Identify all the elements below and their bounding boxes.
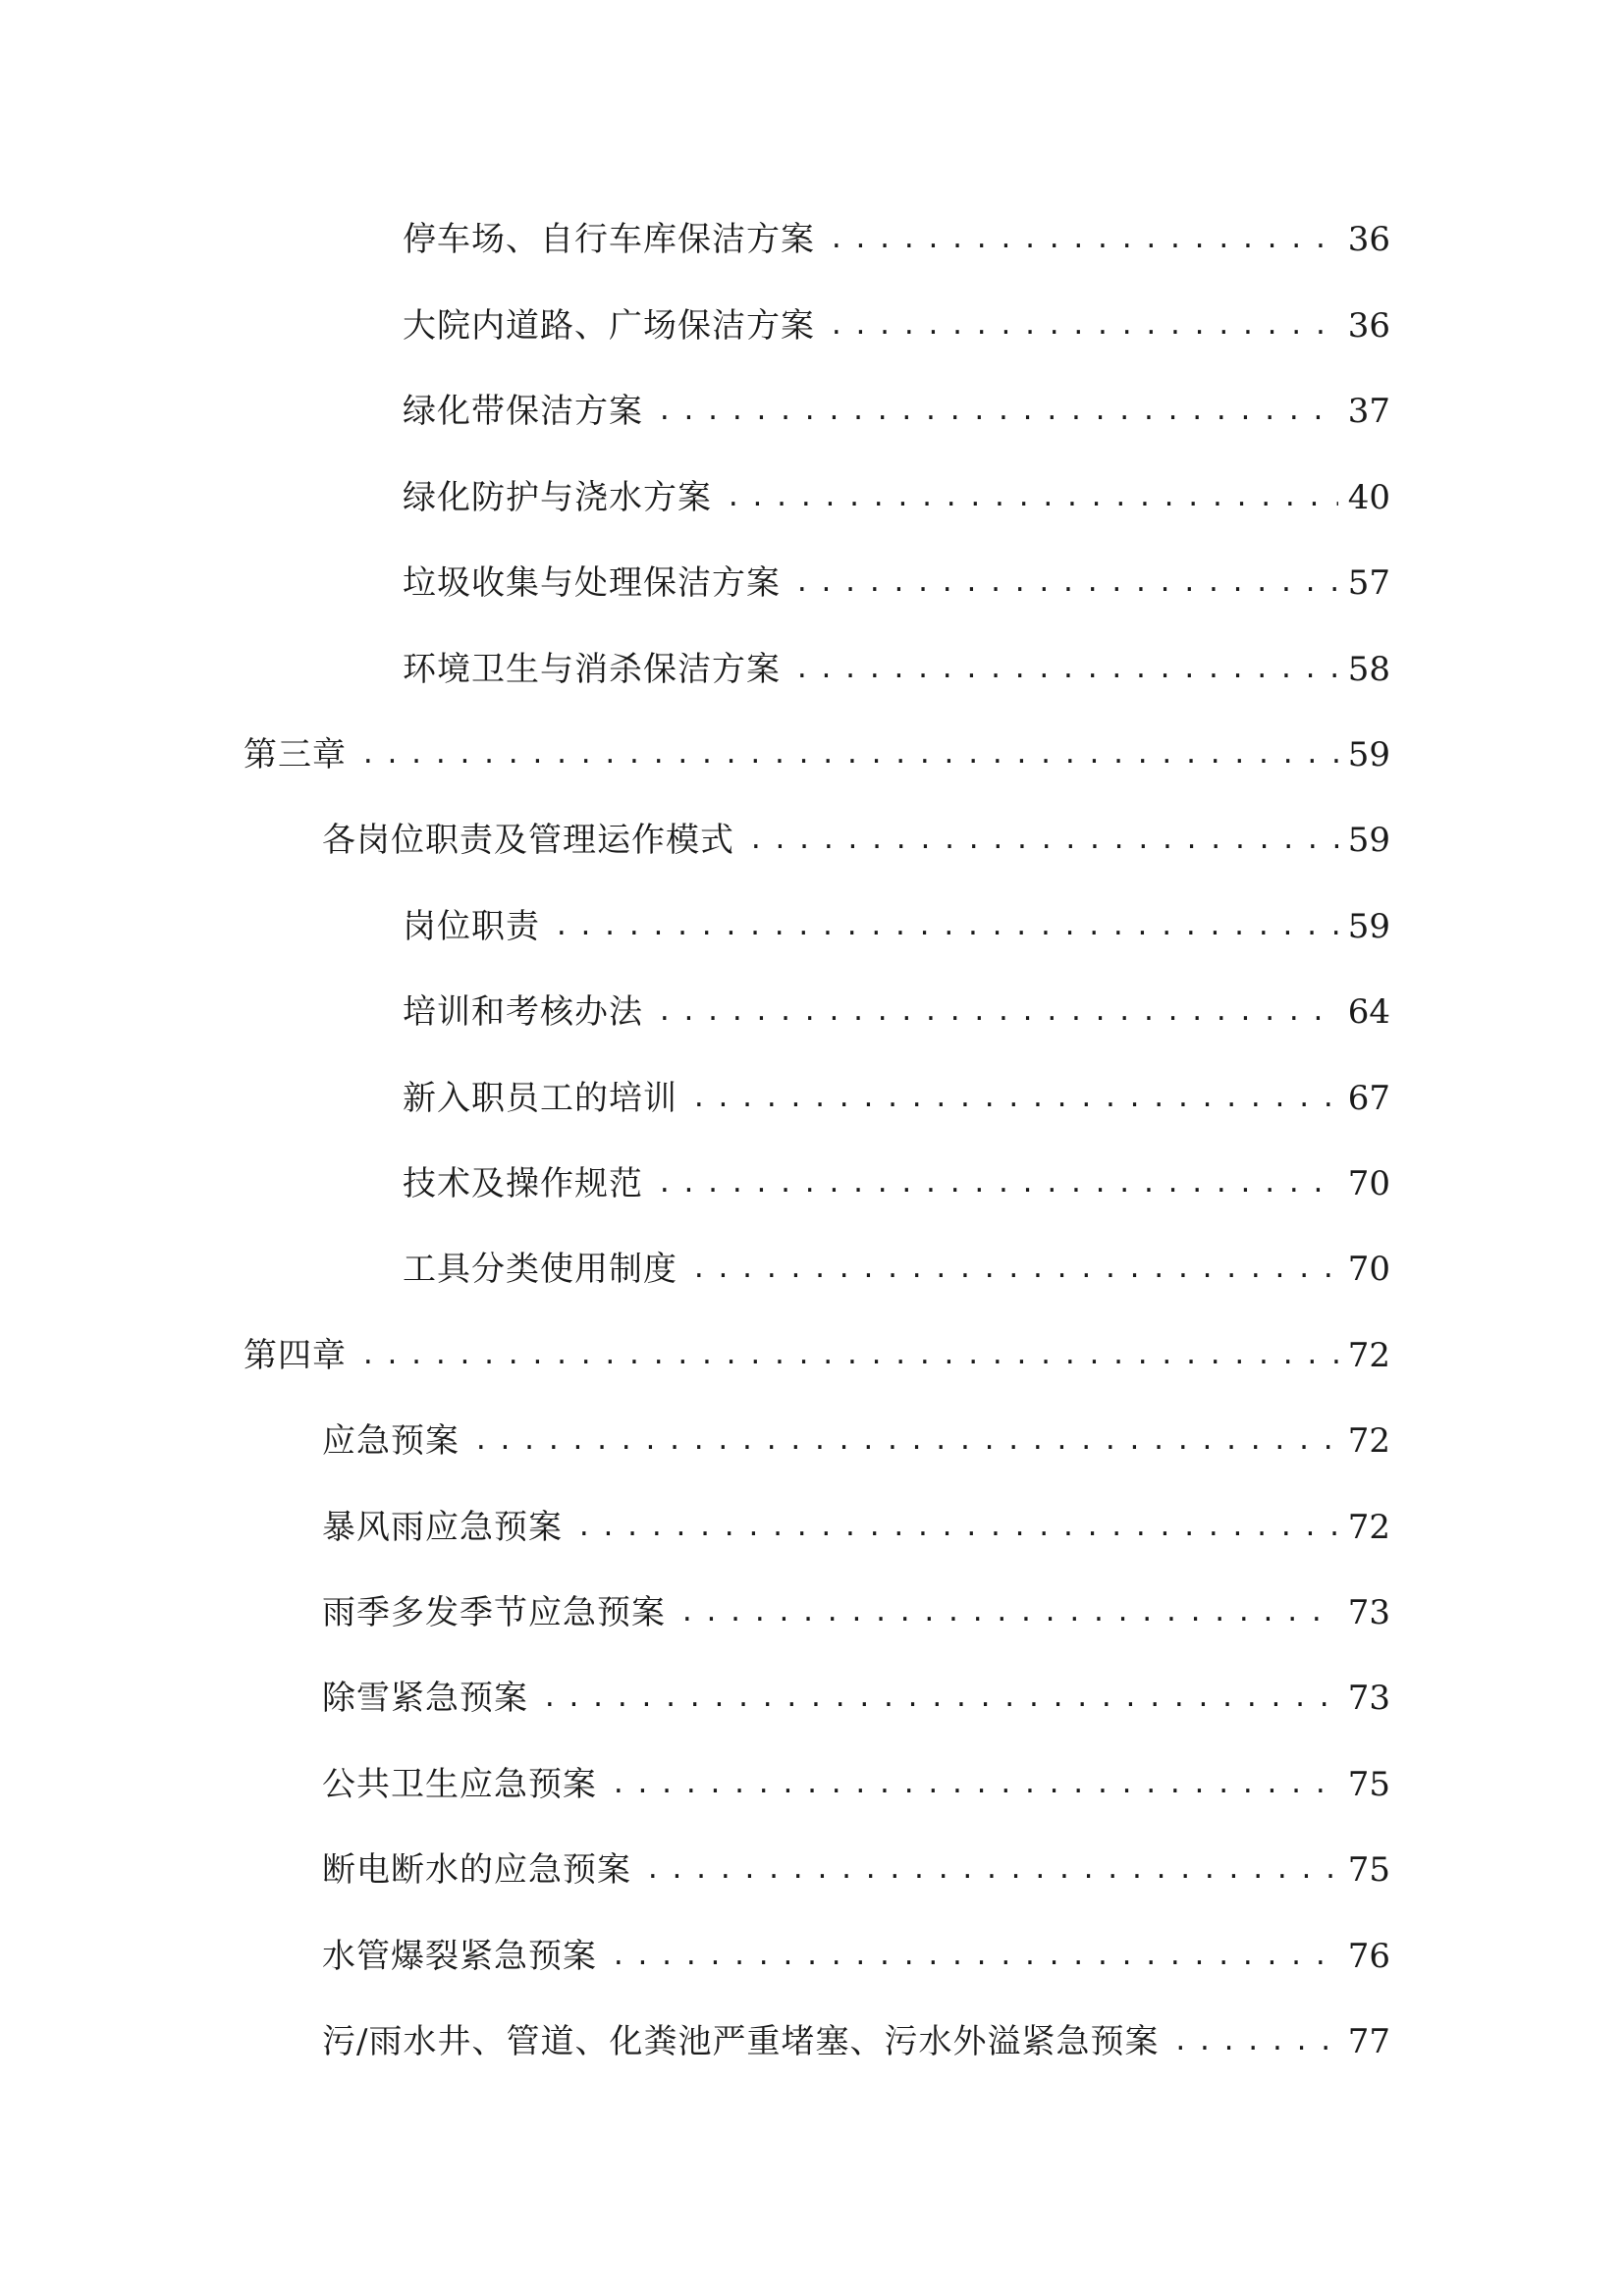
toc-dot-leader xyxy=(657,983,1338,1041)
toc-entry-title: 培训和考核办法 xyxy=(403,992,643,1032)
toc-section-entry[interactable] xyxy=(322,2012,1390,2071)
toc-entry[interactable] xyxy=(403,640,1390,699)
toc-dot-leader xyxy=(726,468,1338,527)
toc-section-entry[interactable] xyxy=(322,1583,1390,1642)
toc-section-entry[interactable] xyxy=(322,1927,1390,1986)
toc-entry-title: 工具分类使用制度 xyxy=(403,1250,677,1289)
toc-entry-page: 70 xyxy=(1347,1164,1390,1203)
toc-entry-title: 技术及操作规范 xyxy=(403,1164,643,1203)
toc-entry-page: 59 xyxy=(1347,907,1390,946)
toc-entry-title: 第四章 xyxy=(244,1336,347,1375)
toc-entry-title: 大院内道路、广场保洁方案 xyxy=(403,306,815,346)
toc-dot-leader xyxy=(657,382,1338,441)
toc-dot-leader xyxy=(1172,2012,1337,2071)
toc-entry-title: 雨季多发季节应急预案 xyxy=(322,1593,666,1632)
toc-chapter-entry[interactable] xyxy=(244,1326,1390,1385)
toc-section-entry[interactable] xyxy=(322,1755,1390,1814)
toc-entry-page: 59 xyxy=(1347,735,1390,774)
toc-entry-page: 36 xyxy=(1347,220,1390,259)
toc-entry-page: 76 xyxy=(1347,1937,1390,1976)
toc-entry-title: 环境卫生与消杀保洁方案 xyxy=(403,650,781,689)
toc-dot-leader xyxy=(691,1240,1338,1299)
toc-dot-leader xyxy=(360,725,1338,784)
toc-dot-leader xyxy=(748,811,1338,870)
toc-entry-page: 70 xyxy=(1347,1250,1390,1289)
toc-entry-title: 新入职员工的培训 xyxy=(403,1079,677,1118)
toc-dot-leader xyxy=(679,1583,1338,1642)
toc-dot-leader xyxy=(794,640,1338,699)
toc-entry[interactable] xyxy=(403,1240,1390,1299)
toc-dot-leader xyxy=(576,1498,1338,1557)
toc-section-entry[interactable] xyxy=(322,1841,1390,1899)
toc-section-entry[interactable] xyxy=(322,1498,1390,1557)
toc-section-entry[interactable] xyxy=(322,1669,1390,1728)
toc-entry-title: 应急预案 xyxy=(322,1421,460,1461)
toc-entry-page: 67 xyxy=(1347,1079,1390,1118)
toc-entry-page: 64 xyxy=(1347,992,1390,1032)
toc-entry[interactable] xyxy=(403,1154,1390,1213)
toc-entry-page: 73 xyxy=(1347,1679,1390,1718)
toc-dot-leader xyxy=(829,296,1338,355)
toc-entry-title: 绿化防护与浇水方案 xyxy=(403,478,712,517)
toc-entry[interactable] xyxy=(403,897,1390,956)
toc-dot-leader xyxy=(657,1154,1338,1213)
toc-dot-leader xyxy=(473,1412,1338,1470)
toc-entry[interactable] xyxy=(403,554,1390,613)
toc-dot-leader xyxy=(360,1326,1338,1385)
toc-entry-title: 污/雨水井、管道、化粪池严重堵塞、污水外溢紧急预案 xyxy=(322,2022,1160,2061)
toc-entry-title: 暴风雨应急预案 xyxy=(322,1508,563,1547)
toc-entry-page: 36 xyxy=(1347,306,1390,346)
toc-entry-title: 垃圾收集与处理保洁方案 xyxy=(403,563,781,603)
toc-entry-title: 停车场、自行车库保洁方案 xyxy=(403,220,815,259)
toc-entry[interactable] xyxy=(403,468,1390,527)
toc-section-entry[interactable] xyxy=(322,1412,1390,1470)
toc-entry-title: 除雪紧急预案 xyxy=(322,1679,528,1718)
toc-entry-title: 第三章 xyxy=(244,735,347,774)
toc-entry[interactable] xyxy=(403,382,1390,441)
toc-dot-leader xyxy=(645,1841,1338,1899)
toc-entry-page: 73 xyxy=(1347,1593,1390,1632)
toc-dot-leader xyxy=(554,897,1338,956)
toc-entry-page: 59 xyxy=(1347,821,1390,860)
toc-entry-title: 岗位职责 xyxy=(403,907,540,946)
toc-entry-page: 72 xyxy=(1347,1336,1390,1375)
toc-dot-leader xyxy=(829,210,1338,269)
toc-dot-leader xyxy=(691,1069,1338,1128)
toc-dot-leader xyxy=(611,1755,1338,1814)
toc-entry-page: 58 xyxy=(1347,650,1390,689)
toc-dot-leader xyxy=(542,1669,1338,1728)
toc-entry-page: 75 xyxy=(1347,1765,1390,1804)
toc-entry[interactable] xyxy=(403,1069,1390,1128)
toc-entry-page: 72 xyxy=(1347,1421,1390,1461)
toc-entry-title: 绿化带保洁方案 xyxy=(403,392,643,431)
toc-entry[interactable] xyxy=(403,296,1390,355)
toc-entry-title: 各岗位职责及管理运作模式 xyxy=(322,821,734,860)
toc-entry[interactable] xyxy=(403,210,1390,269)
toc-section-entry[interactable] xyxy=(322,811,1390,870)
toc-entry[interactable] xyxy=(403,983,1390,1041)
toc-dot-leader xyxy=(794,554,1338,613)
toc-entry-page: 72 xyxy=(1347,1508,1390,1547)
toc-entry-page: 75 xyxy=(1347,1850,1390,1890)
toc-entry-title: 公共卫生应急预案 xyxy=(322,1765,597,1804)
toc-dot-leader xyxy=(611,1927,1338,1986)
toc-entry-page: 77 xyxy=(1347,2022,1390,2061)
toc-entry-page: 40 xyxy=(1347,478,1390,517)
toc-entry-page: 37 xyxy=(1347,392,1390,431)
toc-entry-title: 水管爆裂紧急预案 xyxy=(322,1937,597,1976)
toc-chapter-entry[interactable] xyxy=(244,725,1390,784)
toc-entry-title: 断电断水的应急预案 xyxy=(322,1850,631,1890)
toc-entry-page: 57 xyxy=(1347,563,1390,603)
